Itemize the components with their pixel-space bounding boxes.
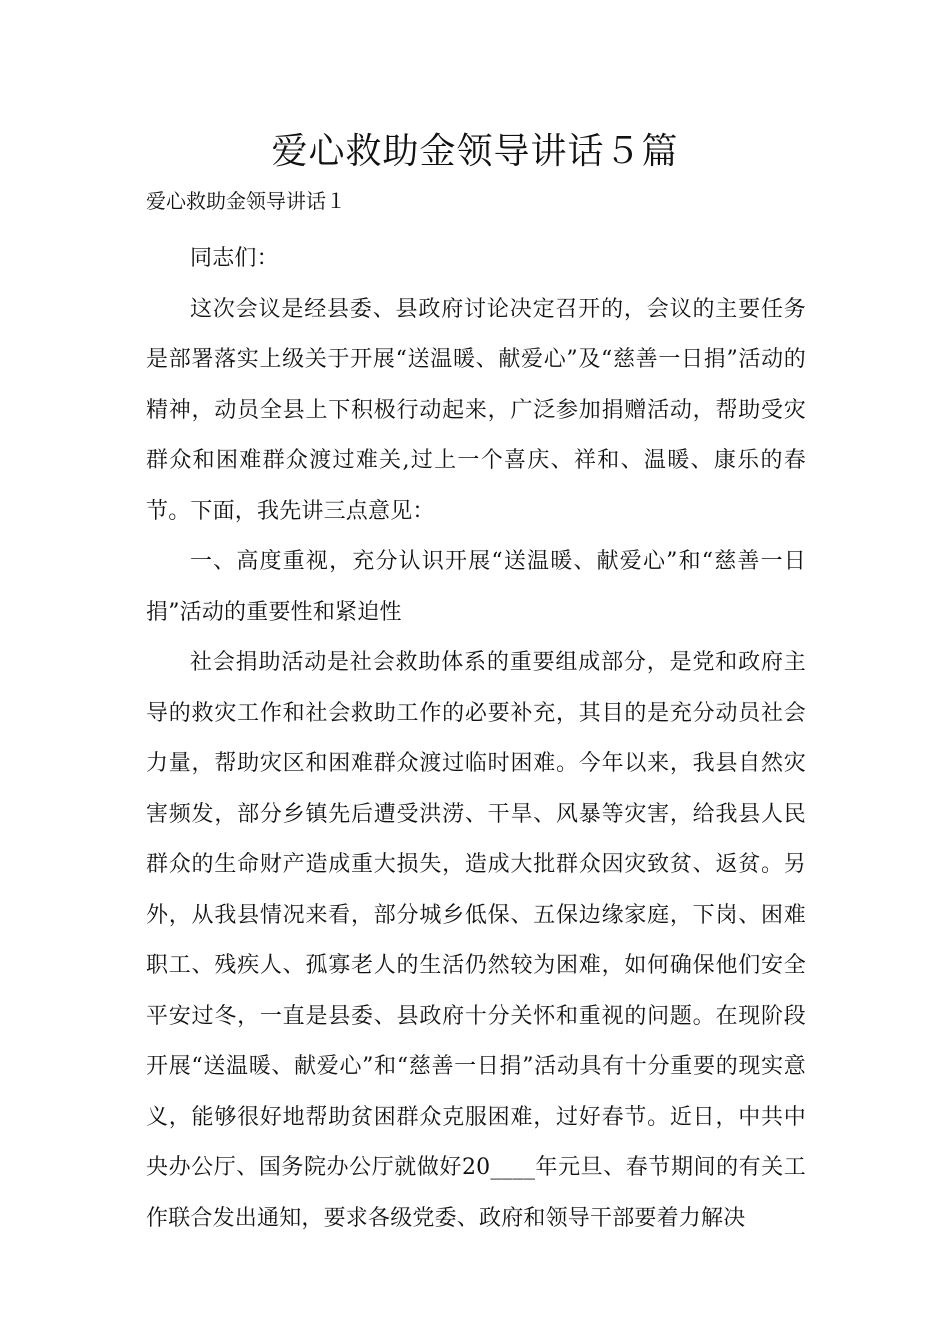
document-body	[146, 234, 806, 1244]
document-subtitle: 爱心救助金领导讲话１	[146, 189, 346, 213]
paragraph: 社会捐助活动是社会救助体系的重要组成部分，是党和政府主导的救灾工作和社会救助工作的必要补充，其目的是充分动员社会力量，帮助灾区和困难群众渡过临时困难。今年以来，我县自然灾害频发，部分乡镇先后遭受洪涝、干旱、风暴等灾害，给我县人民群众的生命财产造成重大损失，造成大批群众因灾致贫、返贫。另外，从我县情况来看，部分城乡低保、五保边缘家庭，下岗、困难职工、残疾人、孤寡老人的生活仍然较为困难，如何确保他们安全平安过冬，一直是县委、县政府十分关怀和重视的问题。在现阶段开展“送温暖、献爱心”和“慈善一日捐”活动具有十分重要的现实意义，能够很好地帮助贫困群众克服困难，过好春节。近日，中共中央办公厅、国务院办公厅就做好20____年元旦、春节期间的有关工作联合发出通知，要求各级党委、政府和领导干部要着力解决	[146, 650, 806, 1231]
salutation: 同志们：	[190, 246, 279, 271]
paragraph: 这次会议是经县委、县政府讨论决定召开的，会议的主要任务是部署落实上级关于开展“送温暖、献爱心”及“慈善一日捐”活动的精神，动员全县上下积极行动起来，广泛参加捐赠活动，帮助受灾群众和困难群众渡过难关,过上一个喜庆、祥和、温暖、康乐的春节。下面，我先讲三点意见：	[146, 296, 806, 524]
document-title: 爱心救助金领导讲话５篇	[271, 131, 679, 172]
section-heading: 一、高度重视，充分认识开展“送温暖、献爱心”和“慈善一日捐”活动的重要性和紧迫性	[146, 549, 806, 625]
